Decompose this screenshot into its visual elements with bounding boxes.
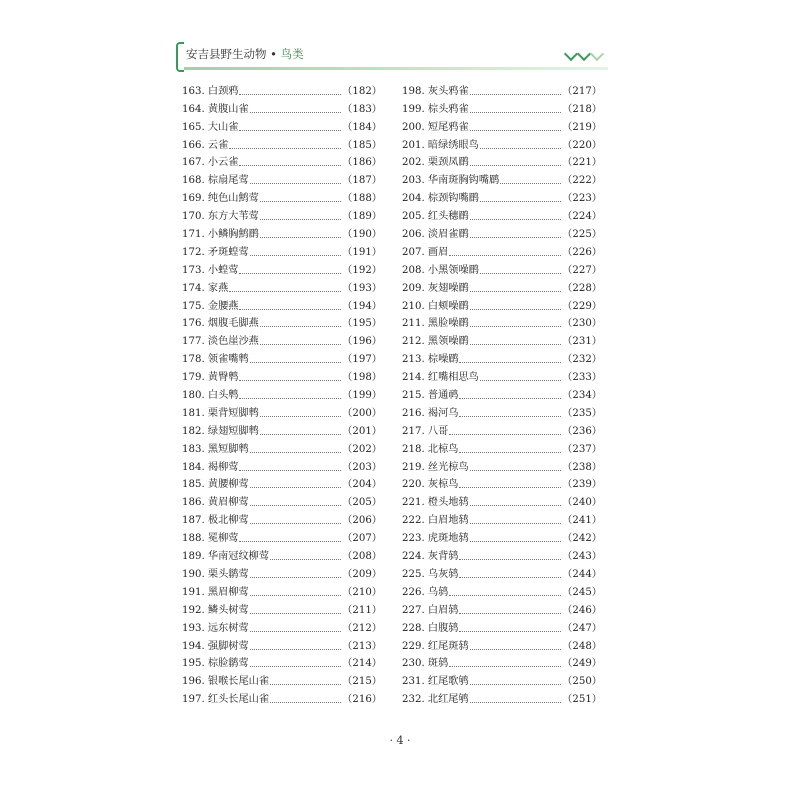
toc-entry-page: （230） <box>562 318 602 330</box>
dot-leader <box>470 309 562 310</box>
dot-leader <box>459 613 561 614</box>
chevron-decoration-icon <box>566 49 602 59</box>
dot-leader <box>470 684 562 685</box>
dot-leader <box>260 344 341 345</box>
toc-entry <box>402 438 602 456</box>
toc-entry-name: 200. 短尾鸦雀 <box>402 121 469 133</box>
toc-entry-name: 167. 小云雀 <box>182 157 239 169</box>
toc-entry <box>182 241 382 259</box>
toc-entry <box>182 348 382 366</box>
toc-entry <box>402 563 602 581</box>
toc-entry-name: 215. 普通䴓 <box>402 390 459 402</box>
toc-entry-page: （238） <box>562 461 602 473</box>
dot-leader <box>239 309 341 310</box>
toc-entry-page: （187） <box>342 175 382 187</box>
dot-leader <box>229 148 341 149</box>
toc-entry-name: 170. 东方大苇莺 <box>182 211 259 223</box>
toc-entry-name: 212. 黑领噪鹛 <box>402 336 469 348</box>
toc-entry-name: 195. 棕脸鹟莺 <box>182 658 249 670</box>
toc-entry-page: （235） <box>562 407 602 419</box>
toc-entry-page: （243） <box>562 551 602 563</box>
dot-leader <box>470 94 562 95</box>
toc-entry-name: 207. 画眉 <box>402 246 449 258</box>
toc-entry-name: 179. 黄臀鹎 <box>182 372 239 384</box>
dot-leader <box>449 666 561 667</box>
dot-leader <box>260 416 341 417</box>
toc-entry <box>182 80 382 98</box>
toc-entry <box>402 474 602 492</box>
toc-entry-name: 196. 银喉长尾山雀 <box>182 676 270 688</box>
header-book-title: 安吉县野生动物 • <box>186 47 281 61</box>
toc-entry <box>182 438 382 456</box>
dot-leader <box>270 684 341 685</box>
toc-entry <box>402 527 602 545</box>
toc-entry-page: （195） <box>342 318 382 330</box>
toc-entry <box>182 384 382 402</box>
toc-entry-name: 224. 灰背鸫 <box>402 551 459 563</box>
toc-entry-name: 214. 红嘴相思鸟 <box>402 372 479 384</box>
toc-entry <box>182 653 382 671</box>
toc-entry-name: 199. 棕头鸦雀 <box>402 103 469 115</box>
toc-entry-page: （236） <box>562 425 602 437</box>
dot-leader <box>470 130 562 131</box>
toc-entry <box>402 420 602 438</box>
page-number: · 4 · <box>389 734 411 747</box>
toc-entry <box>402 617 602 635</box>
toc-entry <box>402 277 602 295</box>
toc-entry-page: （222） <box>562 175 602 187</box>
dot-leader <box>250 666 342 667</box>
toc-entry <box>402 116 602 134</box>
dot-leader <box>449 434 561 435</box>
toc-entry-name: 227. 白眉鸫 <box>402 604 459 616</box>
toc-entry-name: 217. 八哥 <box>402 425 449 437</box>
toc-entry-page: （201） <box>342 425 382 437</box>
toc-entry-page: （242） <box>562 533 602 545</box>
dot-leader <box>480 273 561 274</box>
dot-leader <box>470 165 562 166</box>
dot-leader <box>239 380 341 381</box>
dot-leader <box>239 398 341 399</box>
toc-entry-page: （241） <box>562 515 602 527</box>
toc-entry-page: （234） <box>562 390 602 402</box>
toc-entry-page: （199） <box>342 390 382 402</box>
toc-entry-page: （213） <box>342 640 382 652</box>
toc-entry-name: 165. 大山雀 <box>182 121 239 133</box>
toc-entry-page: （247） <box>562 622 602 634</box>
toc-entry-page: （237） <box>562 443 602 455</box>
toc-entry <box>182 295 382 313</box>
toc-entry-name: 178. 领雀嘴鹎 <box>182 354 249 366</box>
toc-entry-name: 206. 淡眉雀鹛 <box>402 229 469 241</box>
dot-leader <box>260 326 341 327</box>
toc-entry <box>182 563 382 581</box>
dot-leader <box>470 649 562 650</box>
toc-entry-page: （221） <box>562 157 602 169</box>
toc-entry-page: （197） <box>342 354 382 366</box>
toc-entry-name: 182. 绿翅短脚鹎 <box>182 425 259 437</box>
toc-entry <box>402 295 602 313</box>
dot-leader <box>250 183 342 184</box>
toc-entry-page: （209） <box>342 568 382 580</box>
toc-entry <box>402 491 602 509</box>
toc-entry <box>402 509 602 527</box>
toc-right-column <box>402 80 602 706</box>
toc-entry-name: 172. 矛斑蝗莺 <box>182 246 249 258</box>
toc-entry <box>402 152 602 170</box>
toc-entry <box>182 635 382 653</box>
toc-entry-name: 184. 褐柳莺 <box>182 461 239 473</box>
dot-leader <box>459 398 561 399</box>
dot-leader <box>470 112 562 113</box>
dot-leader <box>470 470 562 471</box>
toc-entry-name: 201. 暗绿绣眼鸟 <box>402 139 479 151</box>
toc-entry-name: 203. 华南斑胸钩嘴鹛 <box>402 175 500 187</box>
toc-entry-page: （216） <box>342 694 382 706</box>
toc-entry <box>182 474 382 492</box>
toc-entry-name: 174. 家燕 <box>182 282 229 294</box>
dot-leader <box>480 148 561 149</box>
dot-leader <box>470 219 562 220</box>
toc-entry <box>182 599 382 617</box>
toc-entry-page: （228） <box>562 282 602 294</box>
toc-entry-name: 213. 棕噪鹛 <box>402 354 459 366</box>
toc-entry <box>182 420 382 438</box>
toc-entry <box>182 491 382 509</box>
dot-leader <box>239 94 341 95</box>
toc-entry-name: 226. 乌鸫 <box>402 586 449 598</box>
toc-entry-page: （190） <box>342 229 382 241</box>
toc-entry-name: 186. 黄眉柳莺 <box>182 497 249 509</box>
toc-entry <box>402 223 602 241</box>
toc-entry-name: 168. 棕扇尾莺 <box>182 175 249 187</box>
header-title <box>186 46 304 62</box>
header-rule <box>184 67 608 70</box>
toc-entry-page: （244） <box>562 568 602 580</box>
dot-leader <box>250 631 342 632</box>
header-bracket-decoration <box>176 42 184 72</box>
toc-entry-name: 222. 白眉地鸫 <box>402 515 469 527</box>
toc-entry <box>182 259 382 277</box>
toc-entry-page: （218） <box>562 103 602 115</box>
toc-entry <box>402 169 602 187</box>
dot-leader <box>250 505 342 506</box>
toc-entry-page: （196） <box>342 336 382 348</box>
toc-entry <box>182 617 382 635</box>
dot-leader <box>470 505 562 506</box>
toc-entry-page: （192） <box>342 264 382 276</box>
toc-entry-name: 185. 黄腰柳莺 <box>182 479 249 491</box>
toc-entry-name: 163. 白颈鸦 <box>182 85 239 97</box>
toc-entry-name: 211. 黑脸噪鹛 <box>402 318 469 330</box>
toc-entry <box>402 456 602 474</box>
running-header <box>176 40 608 70</box>
toc-entry <box>182 670 382 688</box>
toc-entry-name: 191. 黑眉柳莺 <box>182 586 249 598</box>
toc-entry <box>402 259 602 277</box>
toc-entry-page: （191） <box>342 246 382 258</box>
dot-leader <box>250 649 342 650</box>
dot-leader <box>250 595 342 596</box>
toc-entry-name: 219. 丝光椋鸟 <box>402 461 469 473</box>
toc-entry-page: （220） <box>562 139 602 151</box>
toc-entry-page: （189） <box>342 211 382 223</box>
toc-entry <box>402 599 602 617</box>
toc-entry-name: 221. 橙头地鸫 <box>402 497 469 509</box>
dot-leader <box>250 613 342 614</box>
toc-entry <box>182 277 382 295</box>
toc-entry <box>182 330 382 348</box>
toc-entry <box>182 366 382 384</box>
toc-entry-page: （223） <box>562 193 602 205</box>
toc-entry <box>402 688 602 706</box>
toc-entry-name: 169. 纯色山鹪莺 <box>182 193 259 205</box>
toc-entry-page: （184） <box>342 121 382 133</box>
toc-entry-name: 198. 灰头鸦雀 <box>402 85 469 97</box>
toc-entry-name: 177. 淡色崖沙燕 <box>182 336 259 348</box>
dot-leader <box>270 559 341 560</box>
toc-entry <box>182 205 382 223</box>
toc-entry-page: （240） <box>562 497 602 509</box>
toc-entry-page: （249） <box>562 658 602 670</box>
toc-entry-name: 171. 小鳞胸鹪鹛 <box>182 229 259 241</box>
toc-entry-name: 194. 强脚树莺 <box>182 640 249 652</box>
toc-entry-page: （202） <box>342 443 382 455</box>
toc-entry <box>182 402 382 420</box>
dot-leader <box>459 631 561 632</box>
toc-entry-page: （185） <box>342 139 382 151</box>
toc-entry-page: （203） <box>342 461 382 473</box>
dot-leader <box>270 702 341 703</box>
toc-entry <box>402 205 602 223</box>
toc-entry-page: （206） <box>342 515 382 527</box>
toc-entry-page: （232） <box>562 354 602 366</box>
toc-entry <box>402 330 602 348</box>
toc-entry-page: （226） <box>562 246 602 258</box>
dot-leader <box>470 541 562 542</box>
toc-entry <box>402 384 602 402</box>
toc-entry <box>402 402 602 420</box>
toc-entry-name: 197. 红头长尾山雀 <box>182 694 270 706</box>
dot-leader <box>459 487 561 488</box>
dot-leader <box>480 201 561 202</box>
toc-entry <box>182 456 382 474</box>
toc-entry <box>402 80 602 98</box>
toc-entry <box>182 223 382 241</box>
toc-entry-name: 231. 红尾歌鸲 <box>402 676 469 688</box>
toc-entry-name: 183. 黑短脚鹎 <box>182 443 249 455</box>
toc-entry-name: 175. 金腰燕 <box>182 300 239 312</box>
dot-leader <box>250 487 342 488</box>
toc-entry <box>182 581 382 599</box>
toc-entry-page: （207） <box>342 533 382 545</box>
toc-entry-page: （227） <box>562 264 602 276</box>
toc-entry-page: （231） <box>562 336 602 348</box>
dot-leader <box>470 702 562 703</box>
dot-leader <box>480 380 561 381</box>
dot-leader <box>470 237 562 238</box>
dot-leader <box>260 201 341 202</box>
dot-leader <box>239 130 341 131</box>
toc-entry-name: 225. 乌灰鸫 <box>402 568 459 580</box>
toc-entry <box>402 366 602 384</box>
toc-left-column <box>182 80 382 706</box>
toc-entry <box>402 134 602 152</box>
toc-entry-page: （215） <box>342 676 382 688</box>
dot-leader <box>470 326 562 327</box>
dot-leader <box>229 291 341 292</box>
toc-entry-page: （205） <box>342 497 382 509</box>
toc-entry-page: （219） <box>562 121 602 133</box>
dot-leader <box>459 559 561 560</box>
toc-entry <box>182 134 382 152</box>
toc-entry <box>182 313 382 331</box>
dot-leader <box>250 255 342 256</box>
toc-entry-page: （239） <box>562 479 602 491</box>
toc-entry-name: 166. 云雀 <box>182 139 229 151</box>
toc-entry-name: 176. 烟腹毛脚燕 <box>182 318 259 330</box>
toc-entry-page: （217） <box>562 85 602 97</box>
toc-entry-page: （211） <box>342 604 382 616</box>
toc-entry-name: 205. 红头穗鹛 <box>402 211 469 223</box>
dot-leader <box>500 183 561 184</box>
dot-leader <box>239 273 341 274</box>
dot-leader <box>239 470 341 471</box>
toc-entry-name: 187. 极北柳莺 <box>182 515 249 527</box>
toc-entry-name: 189. 华南冠纹柳莺 <box>182 551 270 563</box>
toc-entry <box>402 187 602 205</box>
toc-entry-name: 204. 棕颈钩嘴鹛 <box>402 193 479 205</box>
toc-entry <box>402 635 602 653</box>
toc-entry <box>402 581 602 599</box>
toc-entry-name: 202. 栗颈凤鹛 <box>402 157 469 169</box>
toc-entry-name: 223. 虎斑地鸫 <box>402 533 469 545</box>
toc-entry-name: 180. 白头鹎 <box>182 390 239 402</box>
toc-entry-name: 229. 红尾斑鸫 <box>402 640 469 652</box>
toc-entry-page: （250） <box>562 676 602 688</box>
dot-leader <box>239 541 341 542</box>
toc-entry-page: （210） <box>342 586 382 598</box>
toc-entry-name: 190. 栗头鹟莺 <box>182 568 249 580</box>
toc-entry-name: 230. 斑鸫 <box>402 658 449 670</box>
toc-entry-name: 220. 灰椋鸟 <box>402 479 459 491</box>
toc-entry <box>402 348 602 366</box>
toc-entry <box>182 116 382 134</box>
header-section-title: 鸟类 <box>280 47 304 61</box>
dot-leader <box>470 344 562 345</box>
toc-entry-name: 164. 黄腹山雀 <box>182 103 249 115</box>
dot-leader <box>250 577 342 578</box>
dot-leader <box>250 362 342 363</box>
toc-entry-page: （229） <box>562 300 602 312</box>
toc-entry-name: 209. 灰翅噪鹛 <box>402 282 469 294</box>
dot-leader <box>250 523 342 524</box>
toc-entry-page: （200） <box>342 407 382 419</box>
dot-leader <box>449 595 561 596</box>
dot-leader <box>459 577 561 578</box>
dot-leader <box>470 291 562 292</box>
toc-entry-page: （248） <box>562 640 602 652</box>
dot-leader <box>470 523 562 524</box>
toc-entry-page: （224） <box>562 211 602 223</box>
toc-entry <box>182 187 382 205</box>
toc-entry-name: 193. 远东树莺 <box>182 622 249 634</box>
toc-entry <box>182 152 382 170</box>
toc-entry-page: （193） <box>342 282 382 294</box>
dot-leader <box>260 219 341 220</box>
toc-entry-page: （186） <box>342 157 382 169</box>
dot-leader <box>459 452 561 453</box>
toc-entry <box>402 241 602 259</box>
toc-entry-page: （182） <box>342 85 382 97</box>
dot-leader <box>449 255 561 256</box>
dot-leader <box>459 416 561 417</box>
toc-entry <box>182 527 382 545</box>
toc-entry <box>402 545 602 563</box>
toc-entry <box>402 653 602 671</box>
toc-entry <box>182 688 382 706</box>
toc-entry-page: （245） <box>562 586 602 598</box>
toc-entry-name: 232. 北红尾鸲 <box>402 694 469 706</box>
toc-entry <box>402 98 602 116</box>
toc-entry-page: （212） <box>342 622 382 634</box>
toc-entry-page: （198） <box>342 372 382 384</box>
toc-entry-name: 188. 冕柳莺 <box>182 533 239 545</box>
toc-entry <box>182 169 382 187</box>
toc-entry <box>182 545 382 563</box>
toc-entry <box>402 670 602 688</box>
toc-entry-name: 210. 白颊噪鹛 <box>402 300 469 312</box>
toc-entry-name: 192. 鳞头树莺 <box>182 604 249 616</box>
toc-entry-page: （204） <box>342 479 382 491</box>
toc-entry-name: 216. 褐河乌 <box>402 407 459 419</box>
dot-leader <box>250 112 342 113</box>
toc-entry-page: （214） <box>342 658 382 670</box>
toc-entry-page: （208） <box>342 551 382 563</box>
toc-entry-name: 173. 小蝗莺 <box>182 264 239 276</box>
toc-entry-page: （251） <box>562 694 602 706</box>
dot-leader <box>260 434 341 435</box>
toc-entry-name: 228. 白腹鸫 <box>402 622 459 634</box>
toc-entry-name: 208. 小黑领噪鹛 <box>402 264 479 276</box>
toc-entry-page: （194） <box>342 300 382 312</box>
toc-entry-page: （225） <box>562 229 602 241</box>
toc-entry-page: （183） <box>342 103 382 115</box>
dot-leader <box>260 237 341 238</box>
dot-leader <box>250 452 342 453</box>
dot-leader <box>459 362 561 363</box>
toc-entry-name: 218. 北椋鸟 <box>402 443 459 455</box>
toc-entry-name: 181. 栗背短脚鹎 <box>182 407 259 419</box>
dot-leader <box>239 165 341 166</box>
toc-entry-page: （246） <box>562 604 602 616</box>
toc-entry <box>182 509 382 527</box>
toc-entry <box>182 98 382 116</box>
toc-entry-page: （233） <box>562 372 602 384</box>
toc-entry <box>402 313 602 331</box>
toc-entry-page: （188） <box>342 193 382 205</box>
